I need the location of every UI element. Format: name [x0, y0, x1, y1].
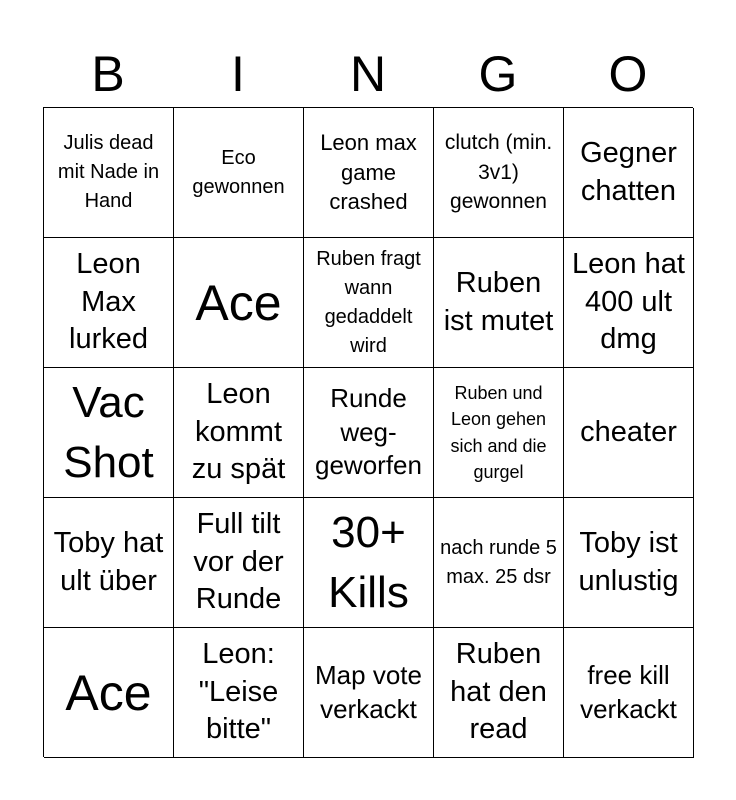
- cell-text: Leon max game crashed: [320, 129, 417, 215]
- header-letter-b: B: [91, 46, 125, 102]
- bingo-cell[interactable]: [304, 628, 434, 758]
- cell-text: free kill verkackt: [580, 659, 677, 724]
- bingo-cell[interactable]: [44, 628, 174, 758]
- cell-text: Ruben ist mutet: [443, 266, 554, 337]
- cell-text: Toby ist unlustig: [578, 526, 679, 597]
- cell-text: Map vote verkackt: [315, 659, 422, 724]
- bingo-cell[interactable]: [174, 368, 304, 498]
- cell-text: Leon Max lurked: [69, 247, 148, 356]
- cell-text: 30+ Kills: [328, 508, 409, 617]
- bingo-cell[interactable]: [304, 498, 434, 628]
- cell-text: Leon kommt zu spät: [191, 377, 286, 486]
- bingo-cell[interactable]: [434, 498, 564, 628]
- cell-text: Toby hat ult über: [53, 526, 164, 597]
- bingo-cell[interactable]: [44, 498, 174, 628]
- bingo-cell[interactable]: [564, 238, 694, 368]
- cell-text: Full tilt vor der Runde: [193, 507, 284, 616]
- cell-text: clutch (min. 3v1) gewonnen: [444, 131, 553, 214]
- bingo-cell[interactable]: [564, 108, 694, 238]
- bingo-cell[interactable]: [174, 238, 304, 368]
- cell-text: Runde weg-geworfen: [315, 382, 422, 481]
- bingo-cell[interactable]: [434, 108, 564, 238]
- bingo-cell[interactable]: [44, 368, 174, 498]
- cell-text: Eco gewonnen: [192, 146, 285, 198]
- bingo-cell[interactable]: [44, 238, 174, 368]
- cell-text: Ruben und Leon gehen sich and die gurgel: [450, 383, 547, 482]
- bingo-cell[interactable]: [304, 238, 434, 368]
- bingo-cell[interactable]: [304, 368, 434, 498]
- bingo-cell[interactable]: [564, 368, 694, 498]
- bingo-cell[interactable]: [434, 238, 564, 368]
- bingo-cell[interactable]: [304, 108, 434, 238]
- bingo-cell[interactable]: [44, 108, 174, 238]
- bingo-cell[interactable]: [564, 628, 694, 758]
- cell-text: cheater: [580, 415, 677, 448]
- bingo-cell[interactable]: [174, 108, 304, 238]
- header-letter-n: N: [349, 46, 387, 102]
- cell-text: Ace: [195, 274, 282, 331]
- cell-text: Julis dead mit Nade in Hand: [57, 132, 160, 212]
- bingo-header: [43, 40, 693, 108]
- bingo-cell[interactable]: [174, 628, 304, 758]
- cell-text: Ace: [65, 664, 152, 721]
- header-letter-i: I: [231, 46, 245, 102]
- bingo-board: [43, 107, 693, 757]
- cell-text: Leon: "Leise bitte": [198, 637, 279, 746]
- header-letter-o: O: [608, 46, 648, 102]
- cell-text: Ruben hat den read: [450, 637, 547, 746]
- bingo-cell[interactable]: [174, 498, 304, 628]
- header-letter-g: G: [478, 46, 518, 102]
- cell-text: Leon hat 400 ult dmg: [572, 247, 685, 356]
- bingo-cell[interactable]: [564, 498, 694, 628]
- bingo-cell[interactable]: [434, 368, 564, 498]
- cell-text: Vac Shot: [63, 378, 154, 487]
- cell-text: nach runde 5 max. 25 dsr: [440, 536, 557, 588]
- cell-text: Gegner chatten: [580, 136, 677, 207]
- cell-text: Ruben fragt wann gedaddelt wird: [316, 247, 421, 357]
- bingo-cell[interactable]: [434, 628, 564, 758]
